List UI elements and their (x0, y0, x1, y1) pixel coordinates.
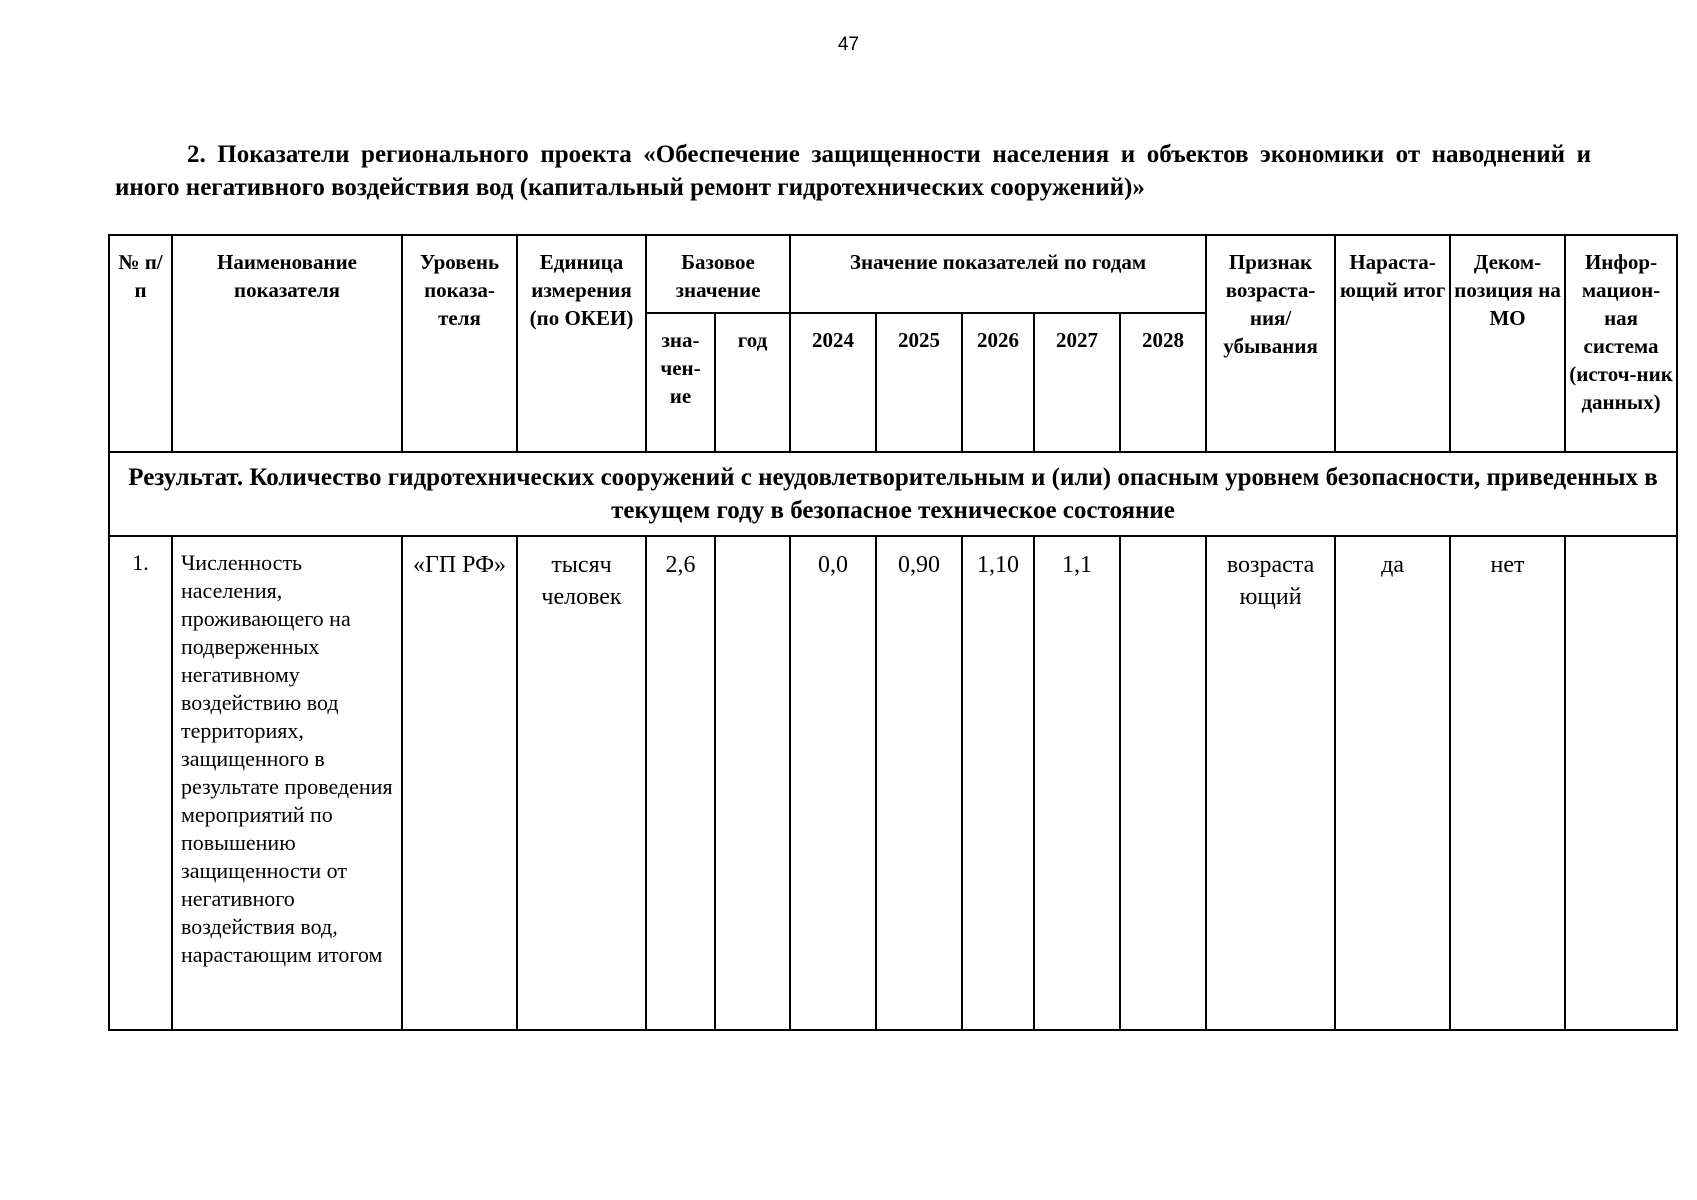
result-text: Результат. Количество гидротехнических сооружений с неудовлетворительным и (или) опасным уровнем безопасности, приведенных в текущем году в безопасное техническое состояние (109, 452, 1677, 536)
page-number: 47 (837, 34, 860, 55)
cell-unit: тысяч человек (517, 536, 646, 1030)
col-header-decomposition: Деком-позиция на МО (1450, 235, 1565, 452)
cell-value-2024: 0,0 (790, 536, 876, 1030)
cell-sign: возраста ющий (1206, 536, 1335, 1030)
cell-base-year (715, 536, 790, 1030)
col-header-year-2026: 2026 (962, 313, 1034, 452)
cell-info-system (1565, 536, 1677, 1030)
col-header-years-group: Значение показателей по годам (790, 235, 1206, 313)
col-header-base: Базовое значение (646, 235, 790, 313)
cell-value-2026: 1,10 (962, 536, 1034, 1030)
cell-value-2025: 0,90 (876, 536, 962, 1030)
col-header-base-value: зна-чен-ие (646, 313, 715, 452)
col-header-year-2027: 2027 (1034, 313, 1120, 452)
header-row-1 (109, 235, 1677, 313)
col-header-base-year: год (715, 313, 790, 452)
col-header-cumulative: Нараста-ющий итог (1335, 235, 1450, 452)
col-header-info-system: Инфор-мацион-ная система (источ-ник данных) (1565, 235, 1677, 452)
col-header-num: № п/п (109, 235, 172, 452)
col-header-sign: Признак возраста-ния/ убывания (1206, 235, 1335, 452)
cell-level: «ГП РФ» (402, 536, 517, 1030)
result-row (109, 452, 1677, 536)
cell-name: Численность населения, проживающего на подверженных негативному воздействию вод территориях, защищенного в результате проведения мероприятий по повышению защищенности от негативного воздействия вод, нарастающим итогом (172, 536, 402, 1030)
col-header-name: Наименование показателя (172, 235, 402, 452)
cell-value-2028 (1120, 536, 1206, 1030)
table-row (109, 536, 1677, 1030)
col-header-year-2024: 2024 (790, 313, 876, 452)
cell-cumulative: да (1335, 536, 1450, 1030)
section-heading-text: 2. Показатели регионального проекта «Обеспечение защищенности населения и объектов экономики от наводнений и иного негативного воздействия вод (капитальный ремонт гидротехнических сооружений)» (115, 141, 1591, 201)
section-heading (115, 138, 1591, 204)
cell-decomposition: нет (1450, 536, 1565, 1030)
indicators-table (108, 234, 1678, 1031)
col-header-year-2025: 2025 (876, 313, 962, 452)
col-header-year-2028: 2028 (1120, 313, 1206, 452)
cell-value-2027: 1,1 (1034, 536, 1120, 1030)
col-header-level: Уровень показа-теля (402, 235, 517, 452)
col-header-unit: Единица измерения (по ОКЕИ) (517, 235, 646, 452)
cell-num: 1. (109, 536, 172, 1030)
cell-base-value: 2,6 (646, 536, 715, 1030)
